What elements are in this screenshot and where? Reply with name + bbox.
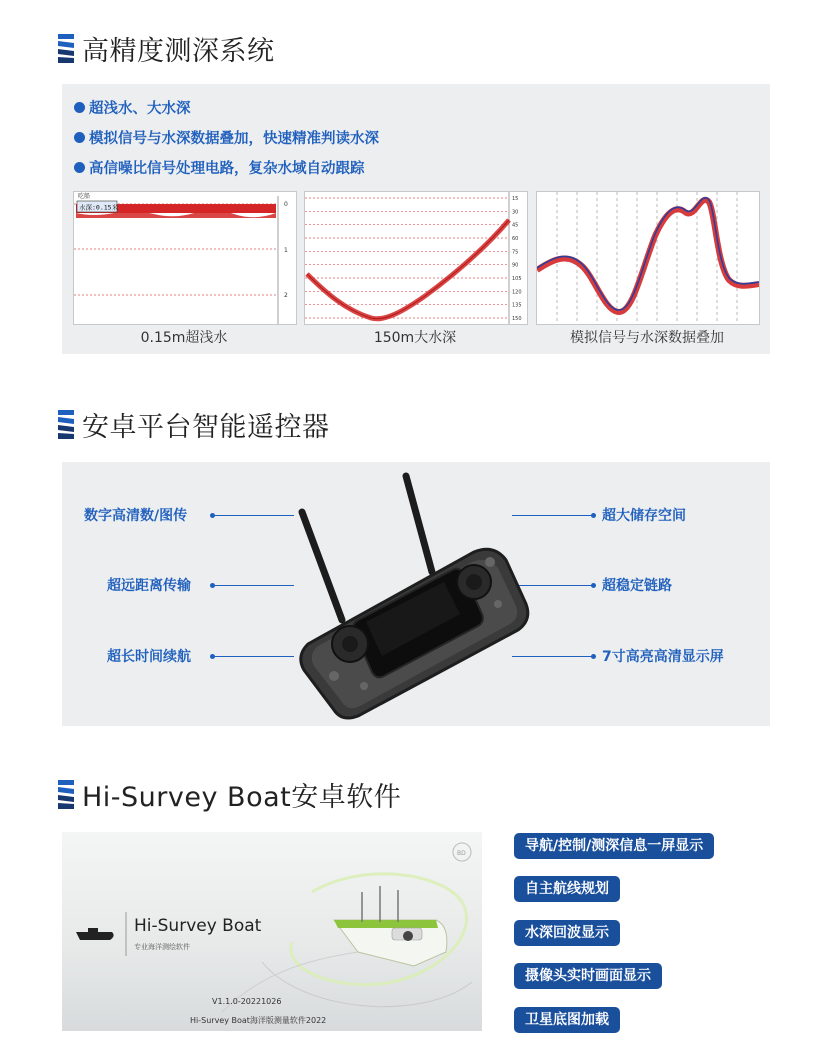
tick-label: 45	[512, 222, 519, 229]
chart-caption: 150m大水深	[373, 330, 457, 346]
section-title-depth-system	[56, 28, 275, 68]
software-feature-pill: 卫星底图加载	[514, 1007, 620, 1033]
section-title-text: 安卓平台智能遥控器	[82, 411, 330, 443]
section-title-controller	[56, 404, 330, 444]
controller-panel	[62, 462, 770, 726]
controller-feature-left: 超远距离传输	[107, 578, 191, 594]
corner-badge: BD	[457, 850, 466, 857]
software-feature-pill: 自主航线规划	[514, 876, 620, 902]
tick-label: 120	[512, 289, 522, 296]
depth-system-panel	[62, 84, 770, 354]
feature-bullet: 超浅水、大水深	[74, 97, 191, 118]
app-copyright: Hi-Survey Boat海洋版测量软件2022	[190, 1016, 327, 1025]
echogram-shallow	[73, 191, 297, 325]
chart-corner-label: 吃船	[78, 193, 91, 200]
software-feature-pill: 摄像头实时画面显示	[514, 963, 662, 989]
chart-caption: 0.15m超浅水	[140, 330, 228, 346]
leader-dot	[591, 513, 596, 518]
tick-label: 15	[512, 196, 519, 202]
tick-label: 150	[512, 316, 522, 322]
software-feature-pill: 导航/控制/测深信息一屏显示	[514, 833, 714, 859]
leader-line	[214, 656, 294, 657]
tick-label: 60	[512, 236, 519, 242]
bullet-dot-icon	[74, 102, 85, 113]
tick-label: 30	[512, 209, 519, 216]
tick-label: 0	[284, 201, 288, 208]
feature-bullet: 模拟信号与水深数据叠加，快速精准判读水深	[74, 127, 379, 148]
tick-label: 75	[512, 249, 519, 256]
bullet-dot-icon	[74, 162, 85, 173]
signal-overlay-chart	[536, 191, 760, 325]
section-title-text: Hi-Survey Boat安卓软件	[82, 781, 402, 813]
controller-feature-right: 超大储存空间	[602, 508, 686, 524]
controller-feature-left: 超长时间续航	[107, 649, 191, 665]
tick-label: 105	[512, 276, 522, 282]
controller-feature-left: 数字高清数/图传	[84, 508, 188, 524]
leader-dot	[591, 654, 596, 659]
controller-feature-right: 7寸高亮高清显示屏	[602, 649, 724, 665]
app-version: V1.1.0-20221026	[212, 997, 282, 1006]
tick-label: 1	[284, 247, 288, 254]
section-title-text: 高精度测深系统	[82, 35, 275, 67]
leader-line	[214, 515, 294, 516]
controller-feature-right: 超稳定链路	[602, 578, 672, 594]
feature-bullet: 高信噪比信号处理电路，复杂水域自动跟踪	[74, 157, 365, 178]
app-subtitle: 专业海洋测绘软件	[134, 943, 190, 951]
app-name: Hi-Survey Boat	[134, 916, 262, 936]
brand-stripes-icon	[56, 408, 76, 440]
tick-label: 90	[512, 262, 519, 269]
depth-value-box: 水深:0.15米	[79, 203, 119, 212]
echogram-deep	[304, 191, 528, 325]
tick-label: 2	[284, 292, 288, 299]
software-feature-pill: 水深回波显示	[514, 920, 620, 946]
chart-caption: 模拟信号与水深数据叠加	[570, 330, 724, 346]
leader-line	[214, 585, 294, 586]
app-splash-screenshot	[62, 832, 482, 1031]
leader-dot	[591, 583, 596, 588]
brand-stripes-icon	[56, 778, 76, 810]
bullet-dot-icon	[74, 132, 85, 143]
remote-controller-image	[294, 464, 534, 726]
tick-label: 135	[512, 302, 522, 309]
brand-stripes-icon	[56, 32, 76, 64]
section-title-software	[56, 774, 401, 814]
